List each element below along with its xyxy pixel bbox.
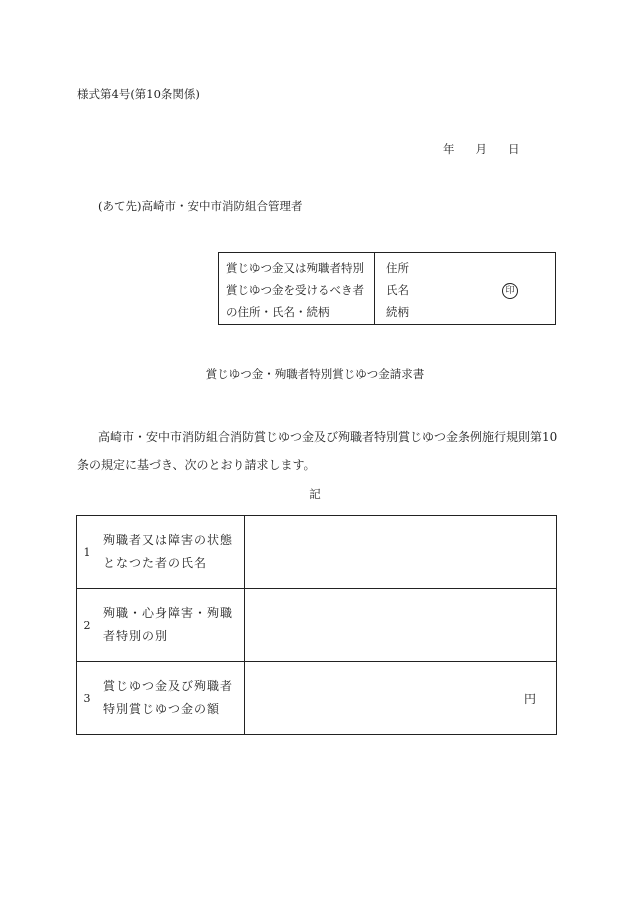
table-row [77, 589, 557, 662]
applicant-label-line-2: 賞じゆつ金を受けるべき者 [226, 283, 364, 297]
row-number: 2 [77, 589, 98, 662]
row-number: 1 [77, 516, 98, 589]
yen-unit: 円 [523, 692, 536, 706]
date-day-label: 日 [508, 142, 520, 156]
row-label-line-2: となつた者の氏名 [103, 556, 208, 570]
applicant-field-relationship: 続柄 [386, 305, 409, 319]
row-label [97, 589, 245, 662]
detail-table [76, 515, 557, 735]
applicant-box-divider [374, 253, 375, 324]
row-value-cell [245, 589, 557, 662]
applicant-field-name: 氏名 [386, 283, 409, 297]
row-value-cell [245, 662, 557, 735]
applicant-field-address: 住所 [386, 261, 409, 275]
row-value-cell [245, 516, 557, 589]
row-label [97, 516, 245, 589]
row-label-line-2: 者特別の別 [103, 629, 169, 643]
applicant-label-line-3: の住所・氏名・続柄 [226, 305, 330, 319]
form-number: 様式第4号(第10条関係) [77, 87, 200, 101]
date-line [443, 141, 520, 157]
row-number: 3 [77, 662, 98, 735]
body-text-line-2: 条の規定に基づき、次のとおり請求します。 [77, 458, 316, 472]
row-label-line-1: 殉職・心身障害・殉職 [103, 606, 234, 620]
applicant-label-line-1: 賞じゆつ金又は殉職者特別 [226, 261, 364, 275]
ki-marker: 記 [309, 487, 321, 501]
row-label [97, 662, 245, 735]
table-row [77, 662, 557, 735]
table-row [77, 516, 557, 589]
row-label-line-1: 賞じゆつ金及び殉職者 [103, 679, 234, 693]
body-text-line-1: 高崎市・安中市消防組合消防賞じゆつ金及び殉職者特別賞じゆつ金条例施行規則第10 [98, 430, 558, 444]
date-month-label: 月 [475, 142, 487, 156]
applicant-box [218, 252, 556, 325]
row-label-line-2: 特別賞じゆつ金の額 [103, 702, 221, 716]
document-title: 賞じゆつ金・殉職者特別賞じゆつ金請求書 [205, 367, 425, 381]
date-year-label: 年 [443, 142, 455, 156]
addressee: (あて先)高崎市・安中市消防組合管理者 [98, 199, 303, 213]
row-label-line-1: 殉職者又は障害の状態 [103, 533, 234, 547]
seal-icon: 印 [502, 283, 518, 299]
